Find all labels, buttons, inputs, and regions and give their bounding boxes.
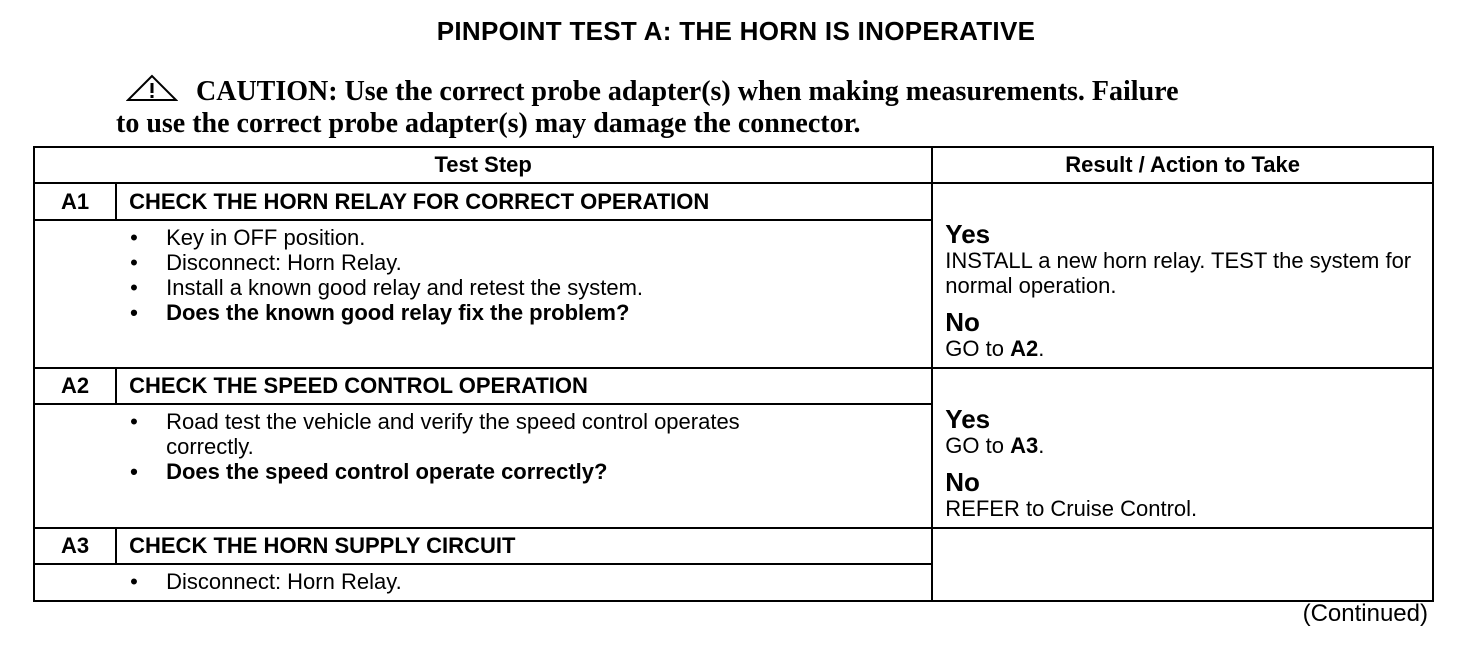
step-question: • Does the known good relay fix the problem? — [116, 300, 931, 325]
warning-triangle-icon — [126, 74, 178, 102]
yes-action: INSTALL a new horn relay. TEST the system for normal operation. — [945, 248, 1412, 298]
list-item: • Disconnect: Horn Relay. — [116, 569, 931, 594]
step-reference: A3 — [1010, 433, 1039, 458]
step-heading: CHECK THE SPEED CONTROL OPERATION — [116, 368, 932, 404]
header-result: Result / Action to Take — [932, 147, 1433, 183]
no-action: REFER to Cruise Control. — [945, 496, 1198, 521]
step-result — [932, 183, 1433, 368]
step-instructions — [116, 564, 932, 601]
caution-notice — [116, 74, 1316, 140]
yes-label: Yes — [945, 404, 991, 434]
step-question: • Does the speed control operate correctly? — [116, 459, 816, 484]
header-test-step: Test Step — [34, 147, 932, 183]
step-heading: CHECK THE HORN SUPPLY CIRCUIT — [116, 528, 932, 564]
step-reference: A2 — [1010, 336, 1039, 361]
step-result — [932, 528, 1433, 601]
list-item: • Disconnect: Horn Relay. — [116, 250, 931, 275]
step-id: A3 — [34, 528, 116, 564]
caution-label: CAUTION: — [196, 76, 338, 107]
list-item: • Key in OFF position. — [116, 225, 931, 250]
page-title: PINPOINT TEST A: THE HORN IS INOPERATIVE — [436, 16, 1036, 46]
step-instructions — [116, 220, 932, 368]
continued-label: (Continued) — [1302, 600, 1428, 627]
list-item: • Road test the vehicle and verify the speed control operates correctly. — [116, 409, 816, 459]
no-label: No — [945, 467, 980, 497]
step-heading-row — [34, 368, 1433, 404]
step-id: A1 — [34, 183, 116, 220]
step-instructions — [116, 404, 932, 528]
list-item: • Install a known good relay and retest the system. — [116, 275, 931, 300]
caution-text-line1: Use the correct probe adapter(s) when making measurements. Failure — [344, 76, 1179, 107]
no-action: GO to A2. — [945, 336, 1045, 361]
caution-text-line2: to use the correct probe adapter(s) may damage the connector. — [116, 108, 861, 139]
step-result — [932, 368, 1433, 528]
table-header-row — [34, 147, 1433, 183]
step-heading: CHECK THE HORN RELAY FOR CORRECT OPERATION — [116, 183, 932, 220]
step-id: A2 — [34, 368, 116, 404]
pinpoint-test-table — [33, 146, 1434, 602]
yes-label: Yes — [945, 219, 991, 249]
yes-action: GO to A3. — [945, 433, 1045, 458]
step-heading-row — [34, 528, 1433, 564]
step-heading-row — [34, 183, 1433, 220]
no-label: No — [945, 307, 980, 337]
